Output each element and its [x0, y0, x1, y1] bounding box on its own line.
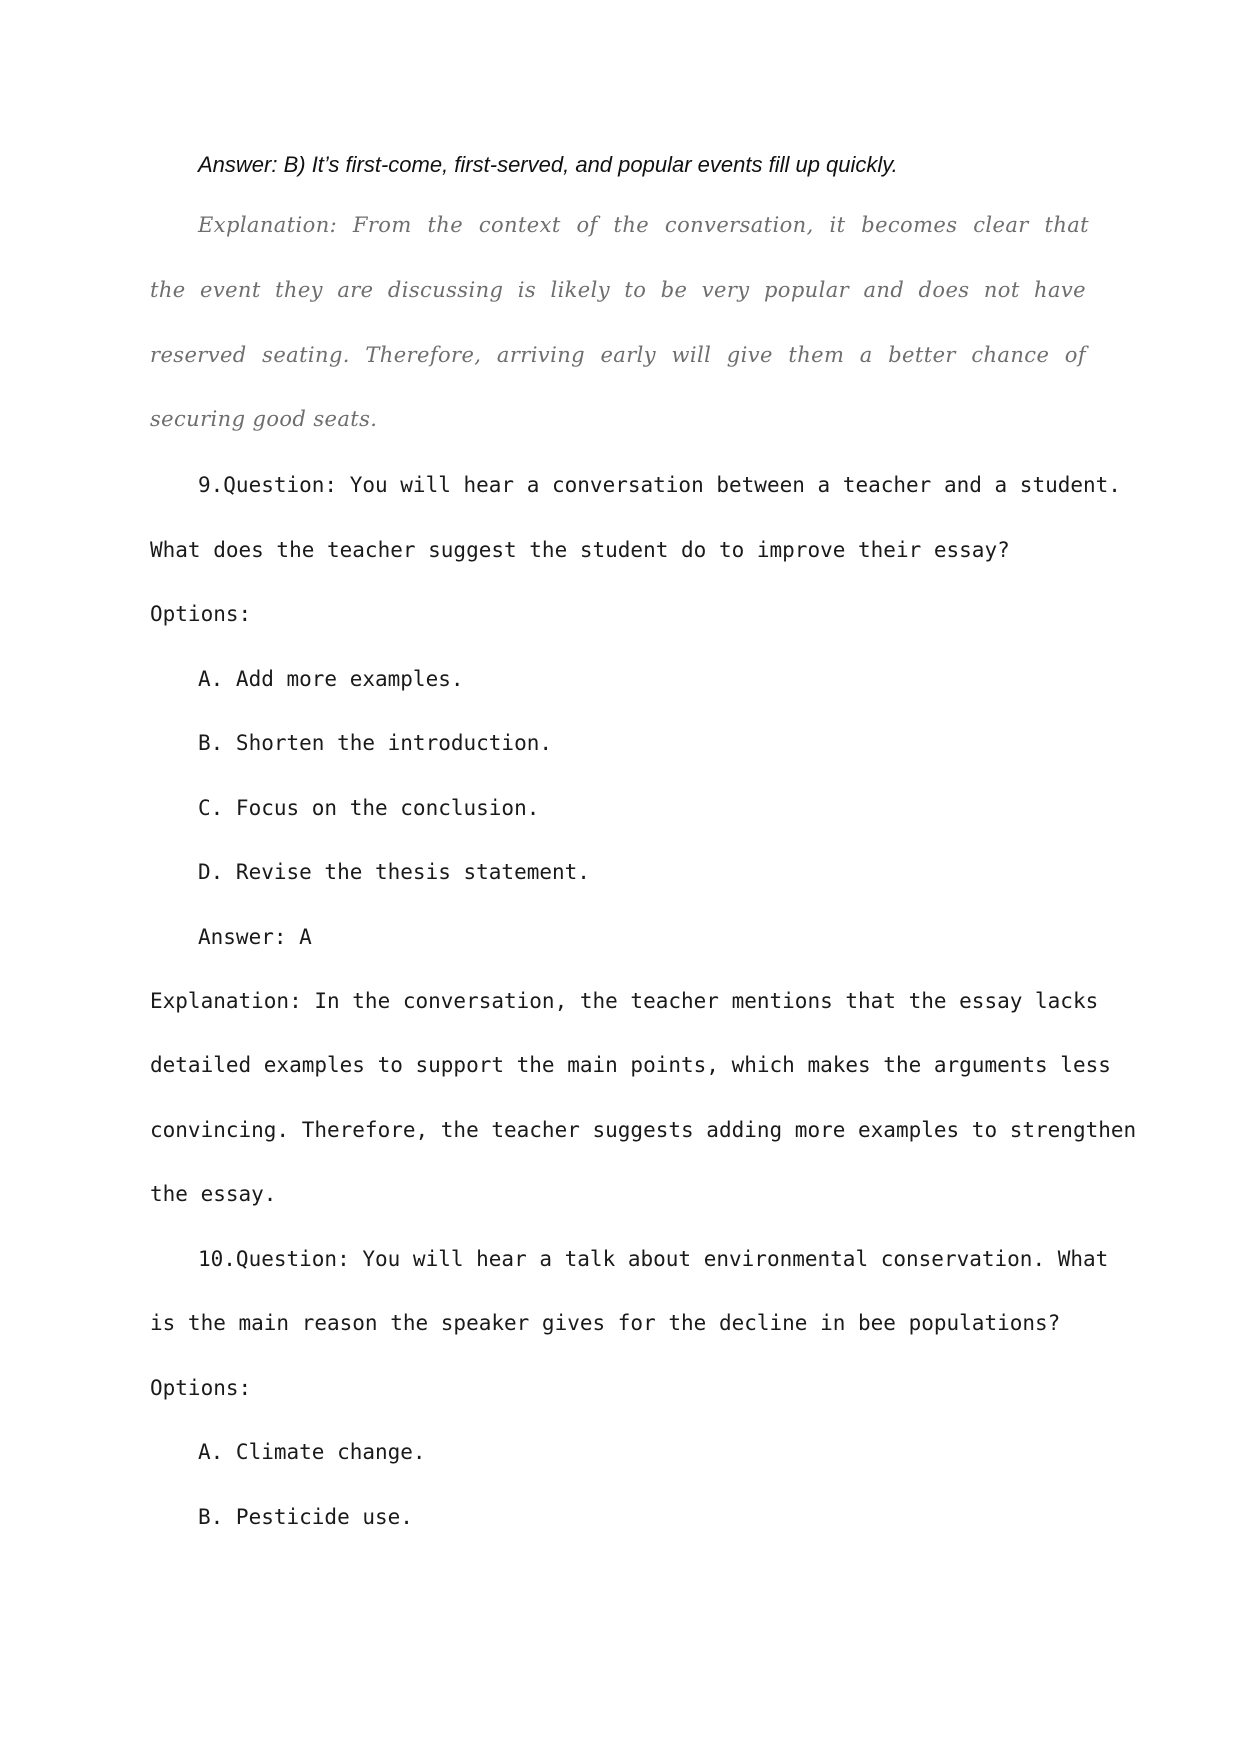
q9-option-a: A. Add more examples. [198, 667, 464, 691]
q9-answer: Answer: A [198, 925, 312, 949]
q9-option-b: B. Shorten the introduction. [198, 731, 553, 755]
q10-option-a: A. Climate change. [198, 1440, 426, 1464]
q10-options-label: Options: [150, 1376, 252, 1400]
q9-explanation-line-1: Explanation: In the conversation, the teacher mentions that the essay lacks [150, 989, 1099, 1013]
q9-question-line-2: What does the teacher suggest the student do to improve their essay? [150, 538, 1010, 562]
q8-explanation-line-2: the event they are discussing is likely to be very popular and does not have [150, 278, 1086, 302]
q8-explanation-line-3: reserved seating. Therefore, arriving early will give them a better chance of [150, 343, 1086, 367]
q10-question-line-1: 10.Question: You will hear a talk about environmental conservation. What [198, 1247, 1109, 1271]
q10-question-line-2: is the main reason the speaker gives for the decline in bee populations? [150, 1311, 1061, 1335]
q9-option-d: D. Revise the thesis statement. [198, 860, 590, 884]
q8-explanation-line-1: Explanation: From the context of the conversation, it becomes clear that [198, 213, 1089, 237]
q8-answer: Answer: B) It’s first-come, first-served, and popular events fill up quickly. [198, 152, 898, 177]
q9-options-label: Options: [150, 602, 252, 626]
q9-explanation-line-3: convincing. Therefore, the teacher suggests adding more examples to strengthen [150, 1118, 1137, 1142]
q9-explanation-line-2: detailed examples to support the main points, which makes the arguments less [150, 1053, 1111, 1077]
q10-option-b: B. Pesticide use. [198, 1505, 413, 1529]
q8-explanation-line-4: securing good seats. [150, 407, 378, 431]
q9-explanation-line-4: the essay. [150, 1182, 277, 1206]
q9-question-line-1: 9.Question: You will hear a conversation between a teacher and a student. [198, 473, 1121, 497]
q9-option-c: C. Focus on the conclusion. [198, 796, 540, 820]
